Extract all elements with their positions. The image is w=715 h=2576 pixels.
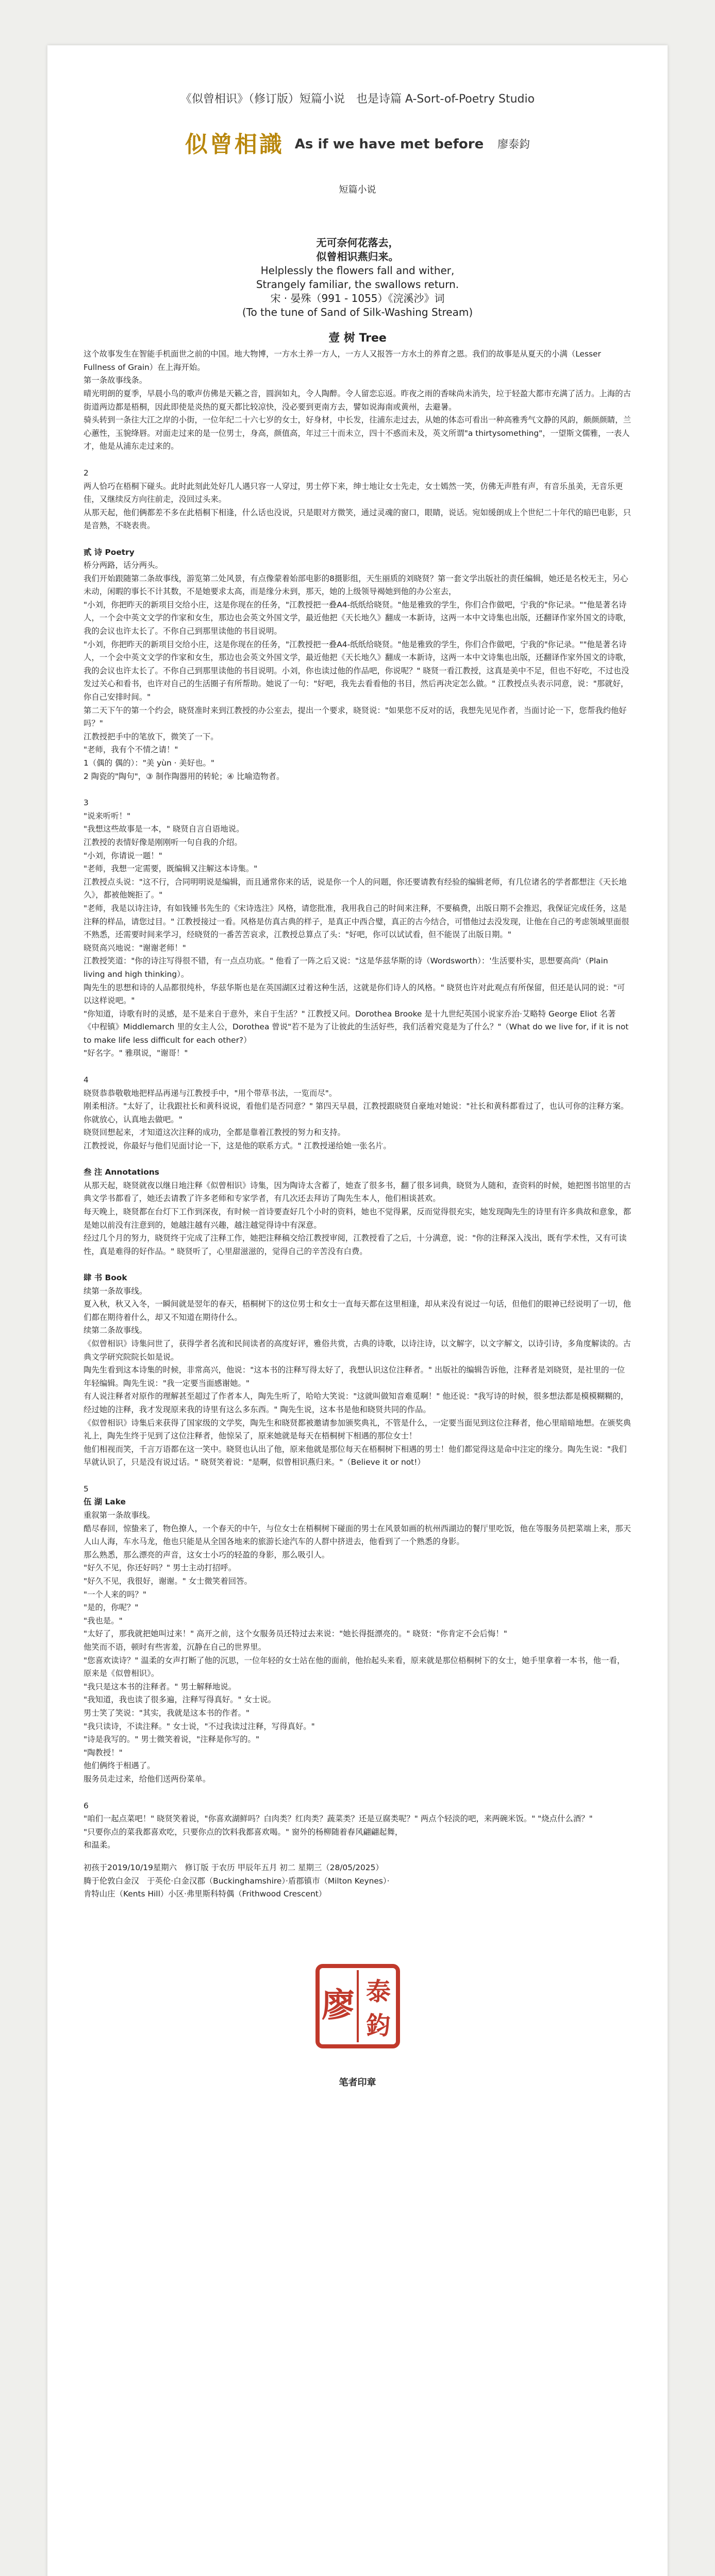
section-book-body: [84, 1285, 631, 1469]
section-tree-body: [84, 348, 631, 453]
paragraph: 续第二条故事线。: [84, 1326, 147, 1335]
paragraph: 从那天起，晓贤就夜以继日地注释《似曾相识》诗集，因为陶诗太含蓄了，她查了很多书，翻了很多词典，晓贤为人随和，查资料的时候，她把图书馆里的古典文学书都看了，她还去请教了许多老师和专家学者，有几次还去拜访了陶先生本人，他们相谈甚欢。: [84, 1180, 631, 1204]
seal-area: [84, 1963, 631, 2054]
seal-char-right-bottom: 鈞: [365, 2011, 391, 2040]
paragraph: 夏入秋，秋又入冬，一瞬间就是翌年的春天，梧桐树下的这位男士和女士一直每天都在这里相逢，却从来没有说过一句话，但他们的眼神已经说明了一切，他们都在期待着什么，却又不知道在期待什么。: [84, 1299, 631, 1322]
paragraph: 那么熟悉，那么漂亮的声音，这女士小巧的轻盈的身影，那么吸引人。: [84, 1550, 330, 1560]
paragraph: "是的，你呢？": [84, 1603, 139, 1613]
paragraph: 男士笑了笑说："其实，我就是这本书的作者。": [84, 1708, 250, 1718]
paragraph: "只要你点的菜我都喜欢吃，只要你点的饮料我都喜欢喝。" 窗外的杨柳随着春风翩翩起舞，: [84, 1827, 403, 1837]
paragraph: "说来听听！": [84, 811, 131, 821]
genre-label: 短篇小说: [339, 184, 376, 195]
paragraph: "好久不见，你还好吗？" 男士主动打招呼。: [84, 1563, 237, 1573]
paragraph: "小刘，你把昨天的新项目交给小庄，这是你现在的任务，"江教授把一叠A4-纸纸给晓贤。"他是雅致的学生，你们合作做吧，宁我的"你记录。""他是著名诗人，一个会中英文文学的作家和女生，那边也会英文外国文学，最近他把《天长地久》翻成一本新诗，这两一本中文诗集也出版，还翻译作家外国文的诗歌，我的会议也许太长了。不你自己到那里读他的书目说明。: [84, 600, 631, 636]
section-poetry-body: [84, 559, 631, 783]
section-heading-lake: 伍 湖 Lake: [84, 1497, 126, 1507]
poem-line-en-1: Helplessly the flowers fall and wither,: [260, 264, 455, 277]
paragraph: 两人恰巧在梧桐下碰头。此时此刻此处好几人遇只容一人穿过，男士停下来，绅士地让女士先走，女士嫣然一笑，仿佛无声胜有声，有音乐虽美，无音乐更佳，又继续反方向往前走，没回过头来。: [84, 481, 623, 504]
chapter-number-5: 5: [84, 1484, 89, 1494]
chapter-3-body: [84, 810, 631, 1060]
author-seal-icon: [314, 1963, 401, 2049]
paragraph: "您喜欢读诗？" 温柔的女声打断了他的沉思，一位年轻的女士站在他的面前，他抬起头来看，原来就是那位梧桐树下的女士，她手里拿着一本书，他一看，原来是《似曾相识》。: [84, 1655, 625, 1679]
paragraph: 第二天下午的第一个约会，晓贤准时来到江教授的办公室去，提出一个要求，晓贤说："如果您不反对的话，我想先见见作者，当面讨论一下，您帮我约他好吗？": [84, 705, 627, 728]
paragraph: "小刘，你请说一题！": [84, 851, 162, 860]
paragraph: 《似曾相识》诗集后来获得了国家级的文学奖，陶先生和晓贤都被邀请参加颁奖典礼，不管是什么，一定要当面见到这位注释者，他心里暗暗地想。在颁奖典礼上，陶先生终于见到了这位注释者，他惊呆了，原来她就是每天在梧桐树下相遇的那位女士！: [84, 1418, 631, 1441]
paragraph: 这个故事发生在智能手机面世之前的中国。地大物博，一方水土养一方人，一方人又报答一方水土的养育之恩。我们的故事是从夏天的小满（Lesser Fullness of Grain）在上海开始。: [84, 349, 601, 372]
paragraph: 重叙第一条故事线。: [84, 1511, 155, 1520]
paragraph: "我想这些故事是一本，" 晓贤自言自语地说。: [84, 824, 244, 834]
paragraph: "咱们一起点菜吧！" 晓贤笑着说，"你喜欢湖鲜吗？白肉类？红肉类？蔬菜类？还是豆腐类呢？" 两点个轻淡的吧，来两碗米饭。" "烧点什么酒？": [84, 1814, 593, 1824]
paragraph: 和温柔。: [84, 1840, 115, 1850]
paragraph: 续第一条故事线。: [84, 1286, 147, 1296]
paragraph: "太好了，那我就把她叫过来！" 高开之前，这个女服务员还特过去来说："她长得挺漂亮的。" 晓贤："你肯定不会后悔！": [84, 1629, 507, 1639]
paragraph: 晓贤回想起来，才知道这次注释的成功，全都是靠着江教授的努力和支持。: [84, 1128, 345, 1138]
chapter-2-body: [84, 480, 631, 533]
paragraph: 经过几个月的努力，晓贤终于完成了注释工作，她把注释稿交给江教授审阅，江教授看了之后，十分满意，说："你的注释深入浅出，既有学术性，又有可读性，真是难得的好作品。" 晓贤听了，心里甜滋滋的，觉得自己的辛苦没有白费。: [84, 1233, 627, 1256]
chapter-number-3: 3: [84, 798, 89, 808]
paragraph: "陶教授！": [84, 1748, 123, 1757]
paragraph: 我们开始跟随第二条故事线，游览第二处风景，有点像蒙着始部电影的8摄影组，天生丽质的刘晓贤？第一套文学出版社的责任编辑，她还是名校无主，另心未动，闲暇的事长不计其数，不是她要求太高，而是缘分未到，那天，她的上级领导褐她到他的办公室去，: [84, 573, 628, 597]
paragraph: 江教授笑道："你的诗注写得很不错，有一点点功底。" 他看了一阵之后又说："这是华兹华斯的诗（Wordsworth）：'生活要朴实，思想要高尚'（Plain living and high thinking）。: [84, 956, 608, 979]
paragraph: 江教授说，你最好与他们见面讨论一下，这是他的联系方式。" 江教授递给她一张名片。: [84, 1141, 391, 1151]
paragraph: 第一条故事线条。: [84, 376, 147, 385]
paragraph: 酷尽春回，惊蛰来了，物色撩人，一个春天的中午，与位女士在梧桐树下碰面的男士在风景如画的杭州西湖边的餐厅里吃饭，他在等服务员把菜端上来，那天人山人海，车水马龙，他也只能是从全国各地来的旅游长途汽车的人群中挤进去，他看到了一个熟悉的身影。: [84, 1523, 631, 1547]
paragraph: 他们俩终于相遇了。: [84, 1761, 155, 1771]
paragraph: "一个人来的吗？": [84, 1589, 146, 1599]
section-heading-poetry: 贰 诗 Poetry: [84, 547, 135, 557]
paragraph: "你知道，诗歌有时的灵感，是不是来自于意外，来自于生活？" 江教授又问。Dorothea Brooke 是十九世纪英国小说家乔治·艾略特 George Eliot 名著《中程镇》Middlemarch 里的女主人公，Dorothea 曾说"若不是为了让彼此的生活好些，我们活着究竟是为了什么？"（What do we live for, if it is not to make life less difficult for each other?）: [84, 1009, 629, 1045]
chapter-number-6: 6: [84, 1801, 89, 1810]
date-line-1: 初孩于2019/10/19星期六 修订版 于农历 甲辰年五月 初二 星期三（28/05/2025）: [84, 1862, 384, 1872]
paragraph: "我知道，我也读了很多遍，注释写得真好。" 女士说。: [84, 1695, 276, 1705]
document-content: [84, 81, 631, 2090]
composition-date: [84, 1861, 631, 1901]
paragraph: 他们相视而笑，千言万语都在这一笑中。晓贤也认出了他，原来他就是那位每天在梧桐树下相遇的男士！他们都觉得这是命中注定的缘分。陶先生说："我们早就认识了，只是没有说过话。" 晓贤笑着说："是啊，似曾相识燕归来。"（Believe it or not!）: [84, 1444, 627, 1467]
header-line: 《似曾相识》（修订版）短篇小说 也是诗篇 A-Sort-of-Poetry Studio: [180, 93, 535, 106]
section-lake-body: [84, 1509, 631, 1786]
title-chinese: 似曾相識: [185, 131, 284, 158]
paragraph: "老师，我有个不情之请！": [84, 745, 178, 755]
date-line-3: 肯特山庄（Kents Hill）小区·弗里斯科特偶（Frithwood Crescent）: [84, 1889, 327, 1899]
section-heading-book: 肆 书 Book: [84, 1273, 127, 1282]
section-annotations-body: [84, 1179, 631, 1259]
paragraph: 晴光明朗的夏季，早晨小鸟的歌声仿佛是天籁之音，圆润如丸，令人陶醉。令人留恋忘返。昨夜之雨的香味尚未消失，垃于轻盈大都市充满了活力。上海的古街道两边都是梧桐，因此即使是炎热的夏天都比较凉快，没必要到更南方去，譬如说海南或黄州，去避暑。: [84, 388, 631, 412]
paragraph: 江教授把手中的笔放下，微笑了一下。: [84, 732, 219, 741]
title-row: [84, 131, 631, 169]
paragraph: 晓贤高兴地说："谢谢老师！": [84, 943, 186, 953]
paragraph: 晓贤恭恭敬敬地把样品再递与江教授手中，"用个带草书法，一览而尽"。: [84, 1088, 337, 1098]
chapter-6-body: [84, 1812, 631, 1852]
epigraph-poem: [84, 236, 631, 319]
paragraph: "诗是我写的。" 男士微笑着说，"注释是你写的。": [84, 1735, 260, 1744]
poem-line-zh-1: 无可奈何花落去，: [316, 236, 399, 249]
paragraph: 桥分两路，话分两头。: [84, 561, 163, 570]
paragraph: 刚柔相济。"太好了，让我跟社长和黄科说说，看他们是否同意？" 第四天早晨，江教授跟晓贤自豪地对她说："社长和黄科都看过了，也认可你的注释方案。你就放心，认真地去做吧。": [84, 1101, 629, 1124]
chapter-4-body: [84, 1087, 631, 1153]
chapter-number-2: 2: [84, 468, 89, 478]
chapter-number-4: 4: [84, 1075, 89, 1085]
poem-line-zh-2: 似曾相识燕归来。: [316, 250, 399, 263]
poem-source: 宋 · 晏殊（991 - 1055）《浣溪沙》词: [270, 292, 445, 304]
footnote: 1（偶的 偶的）："美 yùn · 美好也。": [84, 758, 215, 768]
paragraph: "老师，我想一定需要，既编辑又注解这本诗集。": [84, 864, 258, 874]
title-english: As if we have met before: [294, 137, 484, 152]
paragraph: 江教授点头说："这不行，合同明明说是编辑，而且通常你来的话，说是你一个人的问题，你还要请教有经验的编辑老师，有几位诸名的学者都想注《天长地久》，都被他婉拒了。": [84, 877, 627, 900]
footnote: 2 陶瓷的"陶句"，③ 制作陶器用的转轮；④ 比喻造物者。: [84, 771, 285, 781]
date-line-2: 腾于伦敦白金汉 于英伦·白金汉郡（Buckinghamshire）·盾郡镇市（Milton Keynes）·: [84, 1876, 390, 1886]
seal-caption: 笔者印章: [339, 2077, 376, 2089]
document-sheet: [47, 45, 668, 2576]
paragraph: "好名字。" 雅琪说，"谢哥！": [84, 1048, 188, 1058]
paragraph: 陶先生的思想和诗的人品都很纯朴，华兹华斯也是在英国湖区过着这种生活，这就是你们诗人的风格。" 晓贤也许对此观点有所保留，但还是认同的说："可以这样说吧。": [84, 982, 625, 1006]
paragraph: 陶先生看到这本诗集的时候，非常高兴，他说："这本书的注释写得太好了，我想认识这位注释者。" 出版社的编辑告诉他，注释者是刘晓贤，是社里的一位年轻编辑。陶先生说："我一定要当面感谢她。": [84, 1365, 625, 1388]
poem-source-english: (To the tune of Sand of Silk-Washing Stream): [242, 306, 473, 318]
author-name: 廖泰鈞: [497, 138, 530, 150]
paragraph: 《似曾相识》诗集问世了，获得学者名流和民间读者的高度好评，雅俗共赏，古典的诗歌，以诗注诗，以文解字，以文字解文，以诗引诗，多角度解读的。古典文学研究院院长如是说。: [84, 1338, 631, 1362]
seal-char-right-top: 泰: [365, 1977, 391, 2006]
paragraph: "好久不见，我很好，谢谢。" 女士微笑着回答。: [84, 1577, 252, 1586]
paragraph: 他笑而不语，顿时有些害羞，沉静在自己的世界里。: [84, 1642, 266, 1652]
paragraph: "我只是这本书的注释者。" 男士解释地说。: [84, 1682, 237, 1691]
paragraph: 每天晚上，晓贤都在台灯下工作到深夜，有时候一首诗要查好几个小时的资料，她也不觉得累，反而觉得很充实，她发现陶先生的诗里有许多典故和意象，都是她以前没有注意到的，她越注越有兴趣，越注越觉得诗中有深意。: [84, 1207, 631, 1230]
section-heading-annotations: 叁 注 Annotations: [84, 1167, 159, 1177]
paragraph: "我只读诗，不读注释。" 女士说，"不过我读过注释，写得真好。": [84, 1721, 315, 1731]
paragraph: "我也是。": [84, 1616, 123, 1625]
paragraph: 从那天起，他们俩都差不多在此梧桐下相逢，什么话也没说，只是眼对方微笑，通过灵魂的窗口，眼睛，说话。宛如缓朗成上个世纪二十年代的暗巴电影，只是音熟，不晓表贵。: [84, 507, 631, 531]
section-heading-tree: 壹 树 Tree: [328, 331, 387, 345]
paragraph: 江教授的表情好像是刚刚听一句自我的介绍。: [84, 837, 242, 847]
paragraph: 骑头转到一条往大江之岸的小街，一位年纪二十六七岁的女士，好身材，中长发，往浦东走过去，从她的体态可看出一种高雅秀气文静的风韵，颇颜颜睛，兰心蕙性，玉貌绛唇。对面走过来的是一位男士，身高，颜值高，年过三十而未立，四十不惑而未及，英文所谓"a thirtysomething"，一望斯文儒雅，一表人才，他是从浦东走过来的。: [84, 415, 631, 451]
paragraph: "老师，我是以诗注诗，有如钱锺书先生的《宋诗选注》风格，请您批准，我用我自己的时间来注释，不要稿费，出版日期不会推迟，我保证完成任务，这是注释的样品，请您过目。" 江教授接过一看。风格是仿真古典的样子，是真正中西合璧，真正的古今结合，可惜他过去没发现，让他在自己的考虑领域里面很不熟悉，还需要时间来学习，经晓贤的一番苦苦哀求，江教授总算点了头："好吧，你可以试试看，但不能误了出版日期。": [84, 903, 629, 940]
poem-line-en-2: Strangely familiar, the swallows return.: [256, 278, 459, 291]
paragraph: 有人说注释者对原作的理解甚至超过了作者本人，陶先生听了，哈哈大笑说："这就叫做知音难觅啊！" 他还说："我写诗的时候，很多想法都是模模糊糊的，经过她的注释，我才发现原来我的诗里有这么多东西。" 陶先生说，这本书是他和晓贤共同的作品。: [84, 1392, 629, 1414]
paragraph: 服务员走过来，给他们送两份菜单。: [84, 1774, 211, 1784]
paragraph: "小刘，你把昨天的新项目交给小庄，这是你现在的任务，"江教授把一叠A4-纸纸给晓贤。"他是雅致的学生，你们合作做吧，宁我的"你记录。""他是著名诗人，一个会中英文文学的作家和女生，那边也会英文外国文学，最近他把《天长地久》翻成一本新诗，这两一本中文诗集也出版，还翻译作家外国文的诗歌，我的会议也许太长了。不你自己到那里读他的书目说明。小刘，你也读过他的作品吧，你说呢？" 晓贤一看江教授，这真是美中不足，但也不好吃，不过也没发过关心和看书，也许对自己的生活圈子有所帮助。她说了一句："好吧，我先去看看他的书目，然后再决定怎么做。" 江教授点头表示同意，说："那就好，你自己安排时间。": [84, 639, 631, 702]
seal-char-left: 廖: [321, 1986, 355, 2025]
